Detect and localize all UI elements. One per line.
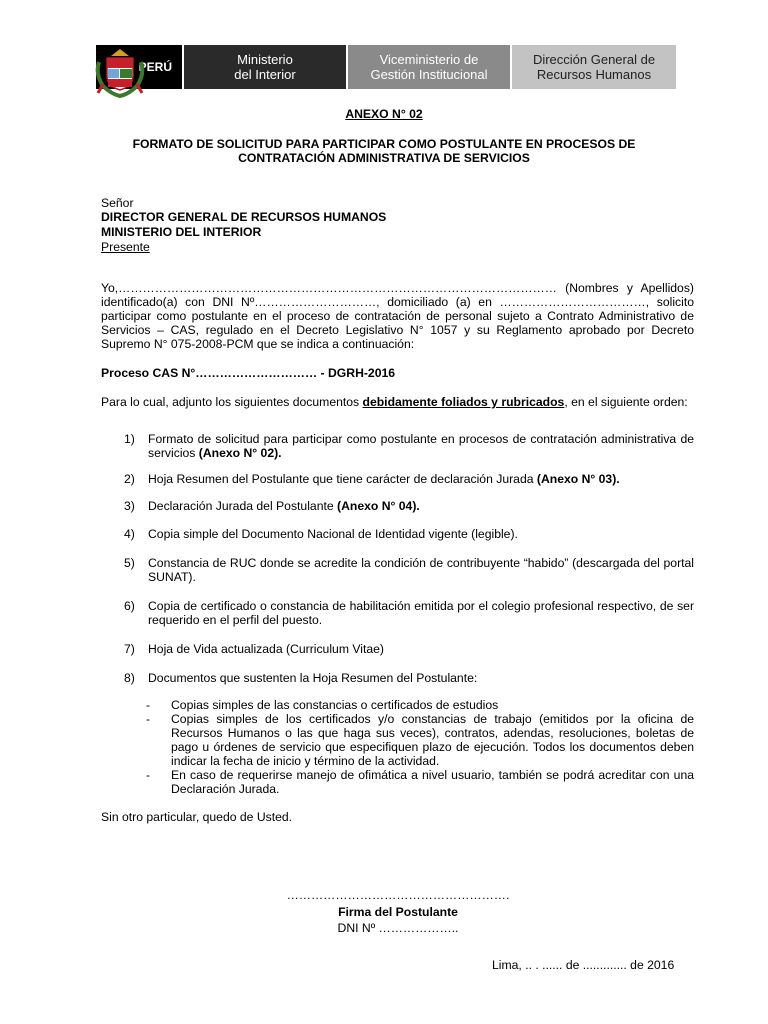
addressee-line-2: MINISTERIO DEL INTERIOR <box>101 225 262 239</box>
institutional-header <box>96 45 676 89</box>
general-direction-box: Dirección General de Recursos Humanos <box>512 45 676 89</box>
ministry-box: Ministerio del Interior <box>184 45 346 89</box>
signature-line: ………………………………………………. <box>286 888 510 902</box>
process-line: Proceso CAS N°………………………… - DGRH-2016 <box>101 366 396 380</box>
peru-label: PERÚ <box>96 45 182 89</box>
document-subtitle: FORMATO DE SOLICITUD PARA PARTICIPAR COMO POSTULANTE EN PROCESOS DE CONTRATACIÓN ADMINISTRATIVA DE SERVICIOS <box>132 137 636 165</box>
document-title: ANEXO N° 02 <box>345 107 423 121</box>
closing-text: Sin otro particular, quedo de Usted. <box>101 810 293 824</box>
peru-coat-of-arms-icon <box>93 44 147 98</box>
date-line: Lima, .. . ...... de ............. de 2016 <box>492 958 675 972</box>
signature-dni: DNI Nº ……………….. <box>337 921 459 935</box>
attachments-paragraph: Para lo cual, adjunto los siguientes documentos debidamente foliados y rubricados, en el siguiente orden: <box>101 395 688 409</box>
addressee-line-3: Presente <box>101 240 150 254</box>
signature-label: Firma del Postulante <box>338 905 458 919</box>
intro-paragraph: Yo,……………………………………………………………………………………………… (Nombres y Apellidos) identificado(a) con DNI Nº…………………………, domiciliado (a) en ………………………………, solicito participar como postulante en el proceso de contratación de personal sujeto a Contrato Administrativo de Servicios – CAS, regulado en el Decreto Legislativo N° 1057 y su Reglamento aprobado por Decreto Supremo N° 075-2008-PCM que se indica a continuación: <box>101 281 694 351</box>
vice-ministry-box: Viceministerio de Gestión Institucional <box>348 45 510 89</box>
emphasis-text: debidamente foliados y rubricados <box>362 395 565 409</box>
salutation: Señor <box>101 196 134 210</box>
addressee-line-1: DIRECTOR GENERAL DE RECURSOS HUMANOS <box>101 210 387 224</box>
